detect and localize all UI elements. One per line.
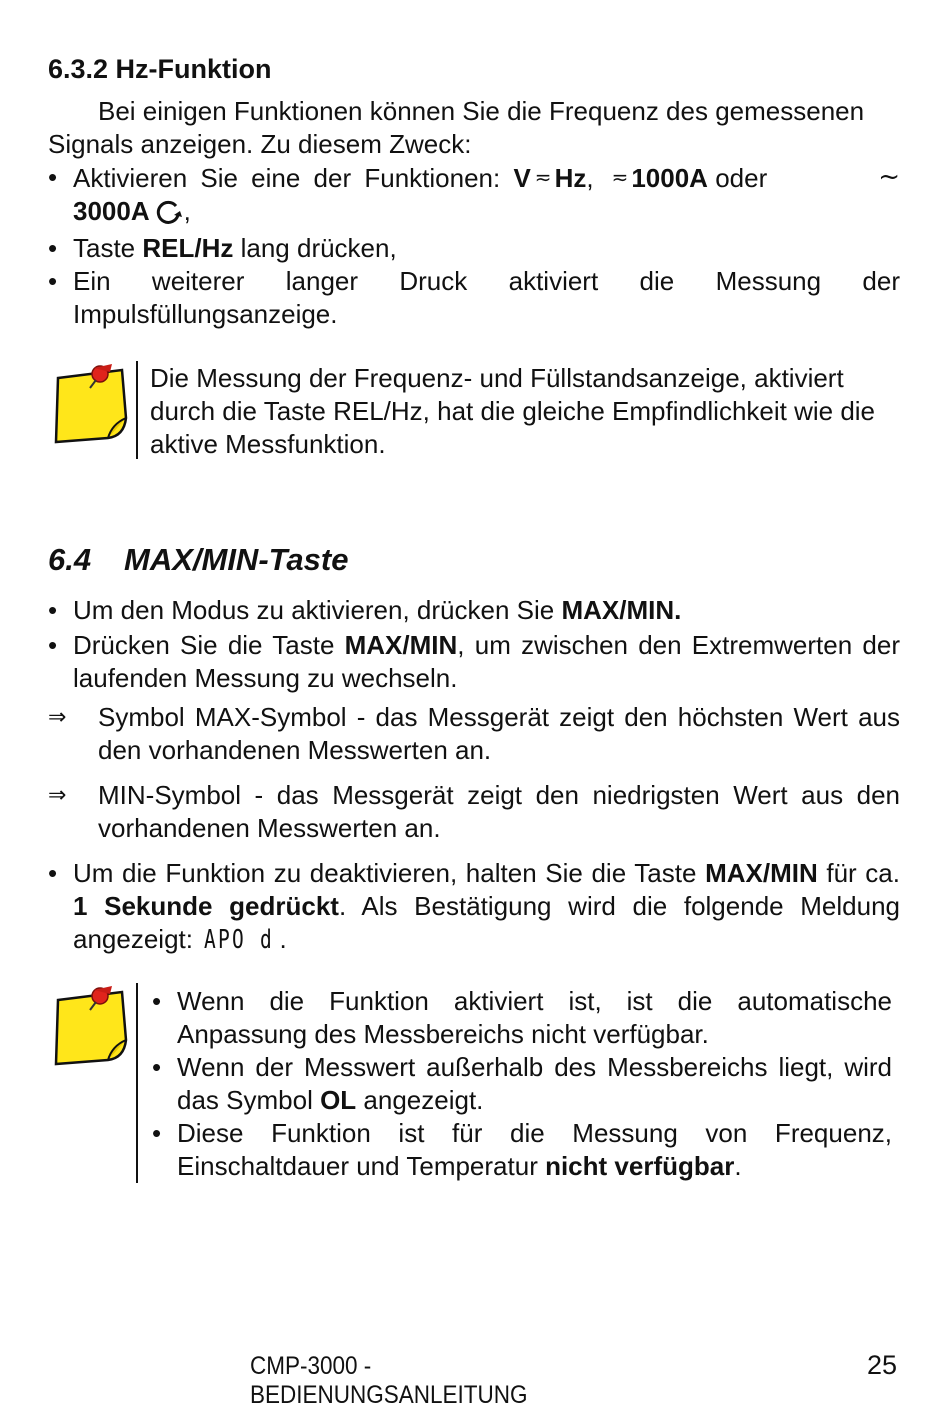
list-item: • Diese Funktion ist für die Messung von Frequenz, Einschaltdauer und Temperatur nicht verfügbar. bbox=[152, 1117, 892, 1183]
list-item: • Taste REL/Hz lang drücken, bbox=[48, 232, 900, 265]
list-item: • Aktivieren Sie eine der Funktionen: V ≂ Hz, ≂ 1000A oder ~ 3000A , bbox=[48, 161, 900, 232]
maxmin-list bbox=[48, 594, 900, 957]
list-item: • Wenn die Funktion aktiviert ist, ist die automatische Anpassung des Messbereichs nicht verfügbar. bbox=[152, 985, 892, 1051]
ac-dc-icon: ≂ bbox=[534, 165, 551, 189]
note-divider bbox=[136, 983, 138, 1183]
section-heading-64: 6.4 MAX/MIN-Taste bbox=[48, 542, 349, 577]
list-item: • Drücken Sie die Taste MAX/MIN, um zwischen den Extremwerten der laufenden Messung zu wechseln. ⇒ Symbol MAX-Symbol - das Messgerät zeigt den höchsten Wert aus den vorhandenen Messwerten an. ⇒ MIN-Symbol - das Messgerät zeigt den niedrigsten Wert aus den vorhandenen Messwerten an. bbox=[48, 629, 900, 845]
hz-steps-list bbox=[48, 161, 900, 331]
page-number: 25 bbox=[867, 1350, 898, 1380]
arrow-item: ⇒ MIN-Symbol - das Messgerät zeigt den niedrigsten Wert aus den vorhandenen Messwerten an. bbox=[48, 779, 900, 845]
section-632-body bbox=[48, 95, 900, 331]
list-item: • Um die Funktion zu deaktivieren, halten Sie die Taste MAX/MIN für ca. 1 Sekunde gedrückt. Als Bestätigung wird die folgende Meldung angezeigt: APO d . bbox=[48, 857, 900, 957]
list-item: • Um den Modus zu aktivieren, drücken Sie MAX/MIN. bbox=[48, 594, 900, 627]
lcd-display-text: APO d bbox=[204, 925, 275, 955]
intro-paragraph: Bei einigen Funktionen können Sie die Frequenz des gemessenen Signals anzeigen. Zu diesem Zweck: bbox=[48, 96, 865, 159]
footer-title: CMP-3000 - BEDIENUNGSANLEITUNG bbox=[250, 1352, 528, 1409]
clamp-icon bbox=[154, 198, 184, 232]
arrow-list bbox=[48, 701, 900, 845]
note-text: Die Messung der Frequenz- und Füllstandsanzeige, aktiviert durch die Taste REL/Hz, hat die gleiche Empfindlichkeit wie die aktive Messfunktion. bbox=[150, 363, 876, 459]
section-64-body bbox=[48, 594, 900, 957]
ac-dc-icon: ≂ bbox=[611, 165, 628, 189]
note-list bbox=[152, 985, 892, 1183]
section-heading-632: 6.3.2 Hz-Funktion bbox=[48, 54, 272, 84]
arrow-item: ⇒ Symbol MAX-Symbol - das Messgerät zeigt den höchsten Wert aus den vorhandenen Messwerten an. bbox=[48, 701, 900, 767]
list-item: • Ein weiterer langer Druck aktiviert die Messung der Impulsfüllungsanzeige. bbox=[48, 265, 900, 331]
list-item: • Wenn der Messwert außerhalb des Messbereichs liegt, wird das Symbol OL angezeigt. bbox=[152, 1051, 892, 1117]
ac-icon: ~ bbox=[878, 162, 900, 192]
sticky-note-pin-icon bbox=[52, 982, 132, 1075]
note-divider bbox=[136, 361, 138, 459]
sticky-note-pin-icon bbox=[52, 360, 132, 453]
